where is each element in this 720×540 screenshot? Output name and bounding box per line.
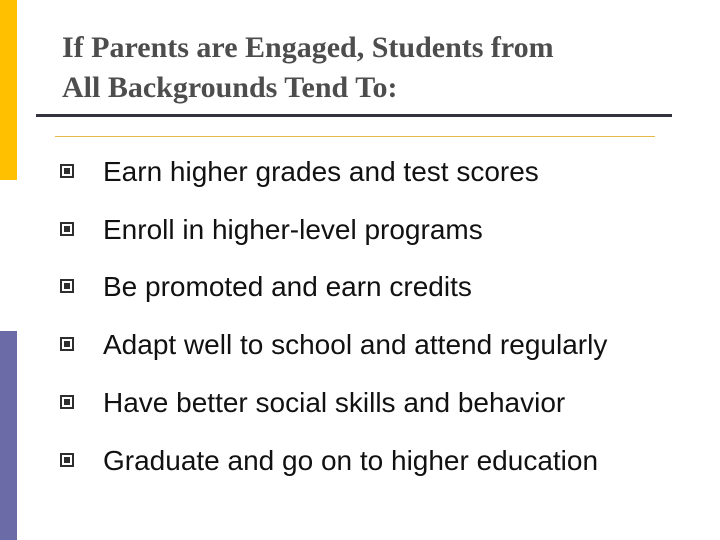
bullet-item [60, 154, 710, 190]
accent-bar-bottom [0, 331, 17, 540]
bullet-text: Be promoted and earn credits [103, 271, 472, 302]
bullet-text: Enroll in higher-level programs [103, 214, 483, 245]
bullet-item [60, 385, 710, 421]
square-bullet-icon [60, 164, 74, 178]
bullet-item [60, 212, 710, 248]
square-bullet-icon [60, 222, 74, 236]
bullet-item [60, 327, 710, 363]
slide-title-line-1: If Parents are Engaged, Students from [62, 31, 554, 64]
title-thin-divider [55, 136, 655, 137]
bullet-text: Earn higher grades and test scores [103, 156, 539, 187]
bullet-text: Have better social skills and behavior [103, 387, 566, 418]
bullet-text: Adapt well to school and attend regularly [103, 329, 608, 360]
slide-title-line-2: All Backgrounds Tend To: [62, 71, 398, 104]
square-bullet-icon [60, 337, 74, 351]
square-bullet-icon [60, 279, 74, 293]
title-divider [36, 114, 672, 117]
bullet-text: Graduate and go on to higher education [103, 445, 599, 476]
slide-title [62, 28, 702, 108]
bullet-item [60, 443, 710, 479]
bullet-item [60, 269, 710, 305]
accent-bar-top [0, 0, 17, 180]
square-bullet-icon [60, 395, 74, 409]
square-bullet-icon [60, 453, 74, 467]
